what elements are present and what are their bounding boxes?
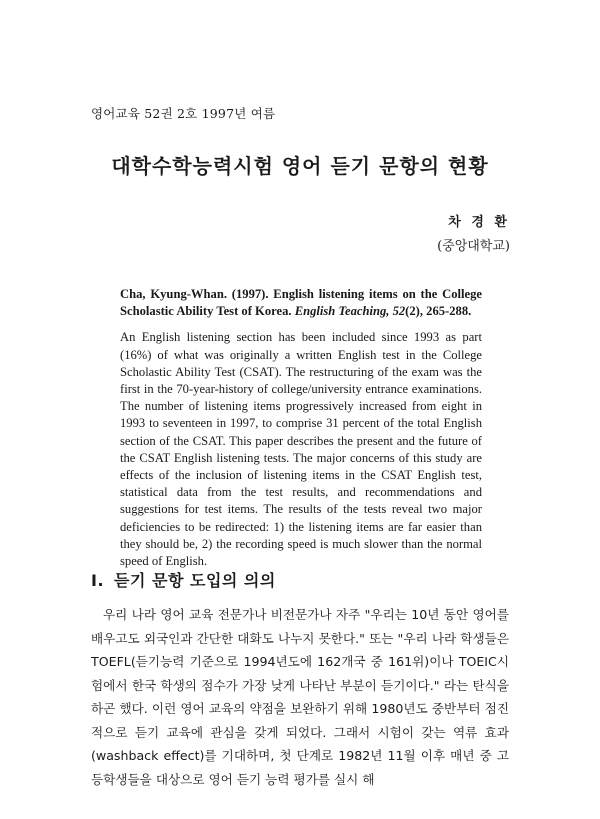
citation-issue-pages: (2), 265-288. <box>405 304 472 319</box>
paper-title: 대학수학능력시험 영어 듣기 문항의 현황 <box>111 154 489 178</box>
section-heading <box>91 568 276 591</box>
author-name: 차 경 환 <box>448 215 510 230</box>
author-affiliation: (중앙대학교) <box>437 239 510 254</box>
abstract-text: An English listening section has been included since 1993 as part (16%) of what was originally a written English test in the College Scholastic Ability Test (CSAT). The restructuring of the exam was the first in the 70-year-history of college/university entrance examinations. The number of listening items progressively increased from eight in 1993 to seventeen in 1997, to comprise 31 percent of the total English section of the CSAT. This paper describes the present and the future of the CSAT English listening tests. The major concerns of this study are effects of the inclusion of listening items in the CSAT English test, statistical data from the test results, and recommendations and suggestions for test items. The results of the tests reveal two major deficiencies to be redirected: 1) the listening items are far easier than they should be, 2) the recording speed is much slower than the normal speed of English. <box>120 330 482 569</box>
section-number: I. <box>91 571 105 590</box>
abstract-block <box>120 286 482 570</box>
citation-journal: English Teaching, 52 <box>294 304 406 319</box>
body-text <box>91 603 509 791</box>
citation-authors: Cha, Kyung-Whan. (1997). English listening items on the College Scholastic Ability Test of Korea. <box>120 287 482 319</box>
author-block <box>437 211 510 259</box>
running-head: 영어교육 52권 2호 1997년 여름 <box>91 106 276 121</box>
citation <box>120 286 482 320</box>
section-title: 듣기 문항 도입의 의의 <box>114 571 276 590</box>
body-paragraph: 우리 나라 영어 교육 전문가나 비전문가나 자주 "우리는 10년 동안 영어를 배우고도 외국인과 간단한 대화도 나누지 못한다." 또는 "우리 나라 학생들은 TOEFL(듣기능력 기준으로 1994년도에 162개국 중 161위)이나 TOEIC시험에서 한국 학생의 점수가 가장 낮게 나타난 부분이 듣기이다." 라는 탄식을 하곤 했다. 이런 영어 교육의 약점을 보완하기 위해 1980년도 중반부터 점진적으로 듣기 교육에 관심을 갖게 되었다. 그래서 시험이 갖는 역류 효과(washback effect)를 기대하며, 첫 단계로 1982년 11월 이후 매년 중 고등학생들을 대상으로 영어 듣기 능력 평가를 실시 해 <box>91 607 509 787</box>
